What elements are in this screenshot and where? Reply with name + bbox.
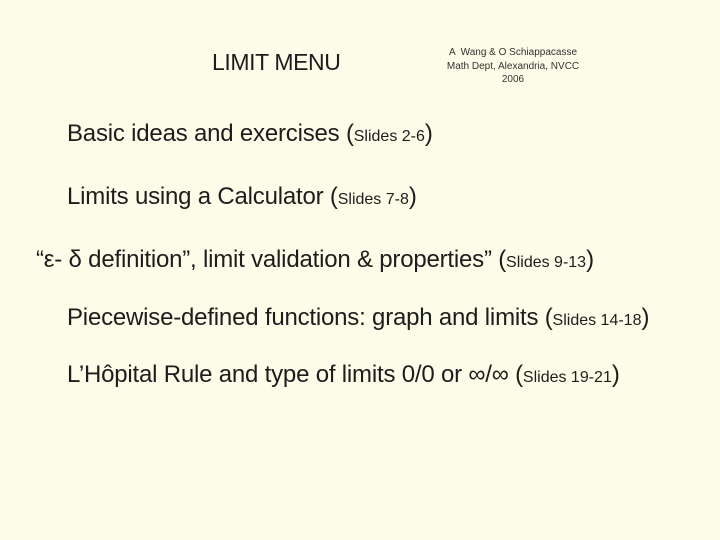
menu-item-epsilon-delta-definition <box>36 246 594 274</box>
close-paren: ) <box>408 183 417 210</box>
slides-range: Slides 9-13 <box>506 254 587 271</box>
menu-item-calculator-limits <box>67 183 417 211</box>
menu-item-text: Piecewise-defined functions: graph and limits <box>67 304 539 331</box>
open-paren: ( <box>508 361 523 388</box>
slides-range: Slides 19-21 <box>522 369 612 386</box>
credit-year: 2006 <box>501 74 525 85</box>
menu-item-text: Basic ideas and exercises <box>67 120 340 147</box>
credit-authors: A Wang & O Schiappacasse <box>448 47 578 58</box>
credit-department: Math Dept, Alexandria, NVCC <box>446 60 580 72</box>
menu-item-text: “ε- δ definition”, limit validation & properties” <box>36 246 492 273</box>
close-paren: ) <box>424 120 433 147</box>
menu-item-text: Limits using a Calculator <box>67 183 324 210</box>
menu-item-piecewise-functions <box>67 304 649 332</box>
slides-range: Slides 7-8 <box>337 191 409 208</box>
close-paren: ) <box>611 361 620 388</box>
close-paren: ) <box>641 304 650 331</box>
menu-item-lhopital-rule <box>67 361 620 389</box>
open-paren: ( <box>323 183 338 210</box>
menu-item-basic-ideas <box>67 120 433 148</box>
close-paren: ) <box>586 246 594 273</box>
open-paren: ( <box>491 246 507 273</box>
open-paren: ( <box>538 304 553 331</box>
menu-item-text: L’Hôpital Rule and type of limits 0/0 or ∞/∞ <box>67 361 509 388</box>
author-credit <box>430 46 596 87</box>
slides-range: Slides 2-6 <box>353 128 425 145</box>
slides-range: Slides 14-18 <box>552 312 642 329</box>
open-paren: ( <box>339 120 354 147</box>
slide-title: LIMIT MENU <box>212 49 341 75</box>
